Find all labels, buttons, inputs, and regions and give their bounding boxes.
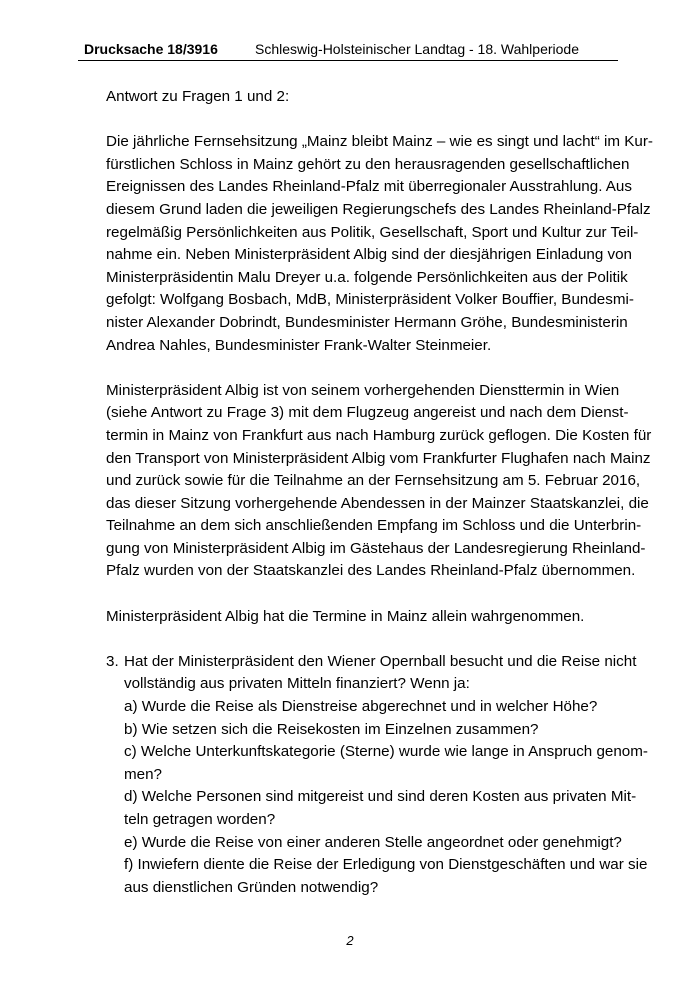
page-header xyxy=(78,38,618,61)
paragraph-line: Ministerpräsidentin Malu Dreyer u.a. folgende Persönlichkeiten aus der Politik xyxy=(106,268,628,286)
paragraph-line: den Transport von Ministerpräsident Albig vom Frankfurter Flughafen nach Mainz xyxy=(106,449,651,467)
paragraph-line: das dieser Sitzung vorhergehende Abendessen in der Mainzer Staatskanzlei, die xyxy=(106,494,649,512)
paragraph-line: Ereignissen des Landes Rheinland-Pfalz mit überregionaler Ausstrahlung. Aus xyxy=(106,178,632,196)
question-line: b) Wie setzen sich die Reisekosten im Einzelnen zusammen? xyxy=(124,720,539,738)
question-number: 3. xyxy=(106,652,119,670)
question-line: aus dienstlichen Gründen notwendig? xyxy=(124,878,379,896)
paragraph-line: und zurück sowie für die Teilnahme an der Fernsehsitzung am 5. Februar 2016, xyxy=(106,472,641,490)
paragraph-line: gefolgt: Wolfgang Bosbach, MdB, Ministerpräsident Volker Bouffier, Bundesmi- xyxy=(106,291,634,309)
paragraph-line: Andrea Nahles, Bundesminister Frank-Walter Steinmeier. xyxy=(106,336,492,354)
paragraph-line: Pfalz wurden von der Staatskanzlei des Landes Rheinland-Pfalz übernommen. xyxy=(106,562,636,580)
question-3 xyxy=(106,651,648,900)
paragraph-line: fürstlichen Schloss in Mainz gehört zu den herausragenden gesellschaftlichen xyxy=(106,155,630,173)
question-text: Hat der Ministerpräsident den Wiener Opernball besucht und die Reise nicht xyxy=(124,652,637,670)
answer-paragraph-2 xyxy=(106,380,652,583)
paragraph-line: regelmäßig Persönlichkeiten aus Politik, Gesellschaft, Sport und Kultur zur Teil- xyxy=(106,223,639,241)
question-line: d) Welche Personen sind mitgereist und sind deren Kosten aus privaten Mit- xyxy=(124,788,637,806)
paragraph-line: Teilnahme an dem sich anschließenden Empfang im Schloss und die Unterbrin- xyxy=(106,517,642,535)
question-line: a) Wurde die Reise als Dienstreise abgerechnet und in welcher Höhe? xyxy=(124,698,598,716)
answer-paragraph-1 xyxy=(106,131,653,357)
question-line: men? xyxy=(124,765,162,783)
question-line: f) Inwiefern diente die Reise der Erledigung von Dienstgeschäften und war sie xyxy=(124,856,648,874)
answer-heading: Antwort zu Fragen 1 und 2: xyxy=(106,88,290,105)
paragraph-line: nister Alexander Dobrindt, Bundesminister Hermann Gröhe, Bundesministerin xyxy=(106,313,628,331)
paragraph-line: Die jährliche Fernsehsitzung „Mainz bleibt Mainz – wie es singt und lacht“ im Kur- xyxy=(106,133,653,151)
paragraph-line: Ministerpräsident Albig ist von seinem vorhergehenden Diensttermin in Wien xyxy=(106,381,620,399)
page-number: 2 xyxy=(346,933,354,948)
paragraph-line: nahme ein. Neben Ministerpräsident Albig sind der diesjährigen Einladung von xyxy=(106,246,632,264)
question-line: e) Wurde die Reise von einer anderen Stelle angeordnet oder genehmigt? xyxy=(124,833,622,851)
parliament-title: Schleswig-Holsteinischer Landtag - 18. Wahlperiode xyxy=(255,41,579,57)
question-line: c) Welche Unterkunftskategorie (Sterne) wurde wie lange in Anspruch genom- xyxy=(124,743,648,761)
paragraph-line: gung von Ministerpräsident Albig im Gästehaus der Landesregierung Rheinland- xyxy=(106,539,646,557)
paragraph-line: termin in Mainz von Frankfurt aus nach Hamburg zurück geflogen. Die Kosten für xyxy=(106,426,652,444)
paragraph-line: diesem Grund laden die jeweiligen Regierungschefs des Landes Rheinland-Pfalz xyxy=(106,200,651,218)
question-line: teln getragen worden? xyxy=(124,811,276,828)
paragraph-line: (siehe Antwort zu Frage 3) mit dem Flugzeug angereist und nach dem Dienst- xyxy=(106,404,629,422)
question-line: vollständig aus privaten Mitteln finanziert? Wenn ja: xyxy=(124,675,470,693)
question-first-line xyxy=(106,651,637,674)
document-number: Drucksache 18/3916 xyxy=(84,41,218,57)
document-body xyxy=(106,86,653,899)
answer-paragraph-3: Ministerpräsident Albig hat die Termine in Mainz allein wahrgenommen. xyxy=(106,607,585,625)
